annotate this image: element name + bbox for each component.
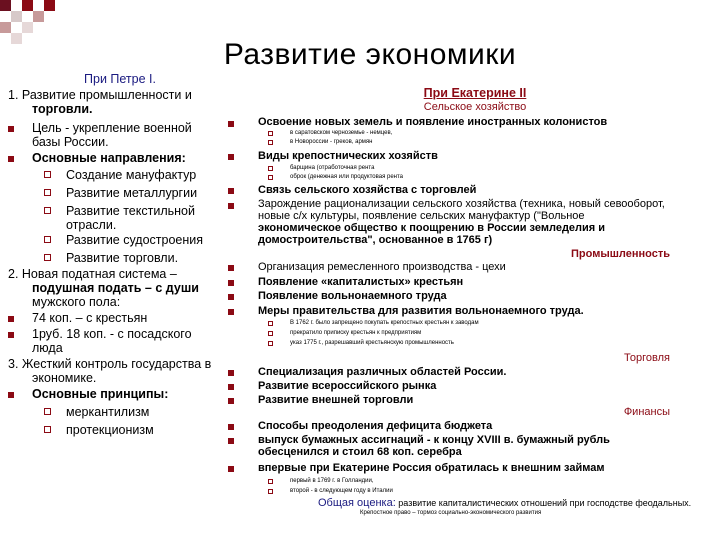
bullet-icon [228, 438, 234, 444]
peter-line: протекционизм [66, 423, 154, 437]
peter-line: 1. Развитие промышленности и [8, 88, 192, 102]
checkbox-bullet-icon [44, 207, 51, 214]
peter-line: Основные принципы: [32, 387, 169, 401]
peter-line: базы России. [32, 135, 109, 149]
peter-line: 2. Новая податная система – [8, 267, 177, 281]
finance-item: Способы преодоления дефицита бюджета [258, 420, 493, 432]
agri-subitem: барщина (отработочная рента [290, 165, 375, 171]
agri-subitem: оброк (денежная или продуктовая рента [290, 174, 403, 180]
agri-item: экономическое общество к поощрению в России земледелия и [258, 222, 606, 234]
peter-line: Развитие текстильной [66, 204, 195, 218]
summary-label: Общая оценка: [318, 497, 396, 509]
peter-header: При Петре I. [84, 72, 156, 86]
agri-subitem: в Новороссии - греков, армян [290, 139, 373, 145]
checkbox-bullet-icon [268, 131, 273, 136]
finance-item: впервые при Екатерине Россия обратилась к внешним займам [258, 462, 605, 474]
summary-text-2: Крепостное право – тормоз социально-экономического развития [360, 510, 542, 516]
peter-line: Основные направления: [32, 151, 186, 165]
industry-item: Организация ремесленного производства - цехи [258, 261, 506, 273]
industry-subitem: указ 1775 г., разрешавший крестьянскую промышленность [290, 340, 454, 346]
peter-line: 1руб. 18 коп. - с посадского [32, 327, 192, 341]
bullet-icon [228, 398, 234, 404]
industry-subitem: прекратило приписку крестьян к предприятиям [290, 330, 422, 336]
bullet-icon [228, 309, 234, 315]
peter-line: 3. Жесткий контроль государства в [8, 357, 212, 371]
checkbox-bullet-icon [44, 236, 51, 243]
peter-line: меркантилизм [66, 405, 150, 419]
agri-item: новые с/х культуры, появление сельских мануфактур ("Вольное [258, 210, 585, 222]
bullet-icon [228, 280, 234, 286]
summary [318, 497, 691, 509]
bullet-icon [228, 203, 234, 209]
peter-line: люда [32, 341, 63, 355]
agri-item: домостроительства", основанное в 1765 г) [258, 234, 493, 246]
peter-line: Цель - укрепление военной [32, 121, 192, 135]
trade-item: Специализация различных областей России. [258, 366, 507, 378]
checkbox-bullet-icon [268, 321, 273, 326]
bullet-icon [228, 370, 234, 376]
peter-line: Развитие судостроения [66, 233, 204, 247]
page-title: Развитие экономики [223, 38, 517, 71]
peter-line: Развитие металлургии [66, 186, 198, 200]
finance-item: выпуск бумажных ассигнаций - к концу XVIII в. бумажный рубль [258, 434, 610, 446]
bullet-icon [228, 384, 234, 390]
agriculture-header: Сельское хозяйство [423, 101, 527, 113]
industry-header: Промышленность [571, 248, 670, 260]
bullet-icon [228, 121, 234, 127]
checkbox-bullet-icon [44, 171, 51, 178]
peter-line: мужского пола: [32, 295, 121, 309]
checkbox-bullet-icon [44, 189, 51, 196]
industry-item: Появление вольнонаемного труда [258, 290, 447, 302]
agri-item: Освоение новых земель и появление иностранных колонистов [258, 116, 608, 128]
catherine-header: При Екатерине II [423, 86, 527, 100]
peter-line: торговли. [32, 102, 93, 116]
peter-line: отрасли. [66, 218, 117, 232]
agri-item: Виды крепостнических хозяйств [258, 150, 438, 162]
bullet-icon [8, 392, 14, 398]
checkbox-bullet-icon [268, 140, 273, 145]
summary-text: развитие капиталистических отношений при господстве феодальных. [398, 498, 692, 508]
trade-item: Развитие всероссийского рынка [258, 380, 437, 392]
peter-line: 74 коп. – с крестьян [32, 311, 148, 325]
checkbox-bullet-icon [44, 426, 51, 433]
bullet-icon [8, 126, 14, 132]
peter-line: Развитие торговли. [66, 251, 179, 265]
checkbox-bullet-icon [268, 331, 273, 336]
finance-subitem: второй - в следующем году в Италии [290, 488, 393, 494]
checkbox-bullet-icon [44, 408, 51, 415]
bullet-icon [8, 156, 14, 162]
checkbox-bullet-icon [44, 254, 51, 261]
bullet-icon [8, 332, 14, 338]
checkbox-bullet-icon [268, 489, 273, 494]
industry-item: Появление «капиталистых» крестьян [258, 276, 464, 288]
peter-line: экономике. [32, 371, 97, 385]
bullet-icon [228, 294, 234, 300]
agri-item: Зарождение рационализации сельского хозяйства (техника, новый севооборот, [258, 198, 665, 210]
finance-subitem: первый в 1769 г. в Голландии, [290, 478, 374, 484]
trade-item: Развитие внешней торговли [258, 394, 414, 406]
trade-header: Торговля [624, 352, 670, 364]
industry-subitem: В 1762 г. было запрещено покупать крепостных крестьян к заводам [290, 320, 479, 326]
finance-item: обесценился и стоил 68 коп. серебра [258, 446, 462, 458]
checkbox-bullet-icon [268, 479, 273, 484]
agri-subitem: в саратовском черноземье - немцев, [290, 130, 393, 136]
bullet-icon [228, 188, 234, 194]
industry-item: Меры правительства для развития вольнонаемного труда. [258, 305, 584, 317]
checkbox-bullet-icon [268, 175, 273, 180]
bullet-icon [228, 154, 234, 160]
bullet-icon [228, 265, 234, 271]
finance-header: Финансы [623, 406, 670, 418]
checkbox-bullet-icon [268, 166, 273, 171]
decorative-squares [0, 0, 80, 48]
bullet-icon [8, 316, 14, 322]
bullet-icon [228, 466, 234, 472]
peter-line: Создание мануфактур [66, 168, 197, 182]
peter-line: подушная подать – с души [32, 281, 199, 295]
checkbox-bullet-icon [268, 341, 273, 346]
bullet-icon [228, 424, 234, 430]
agri-item: Связь сельского хозяйства с торговлей [258, 184, 477, 196]
